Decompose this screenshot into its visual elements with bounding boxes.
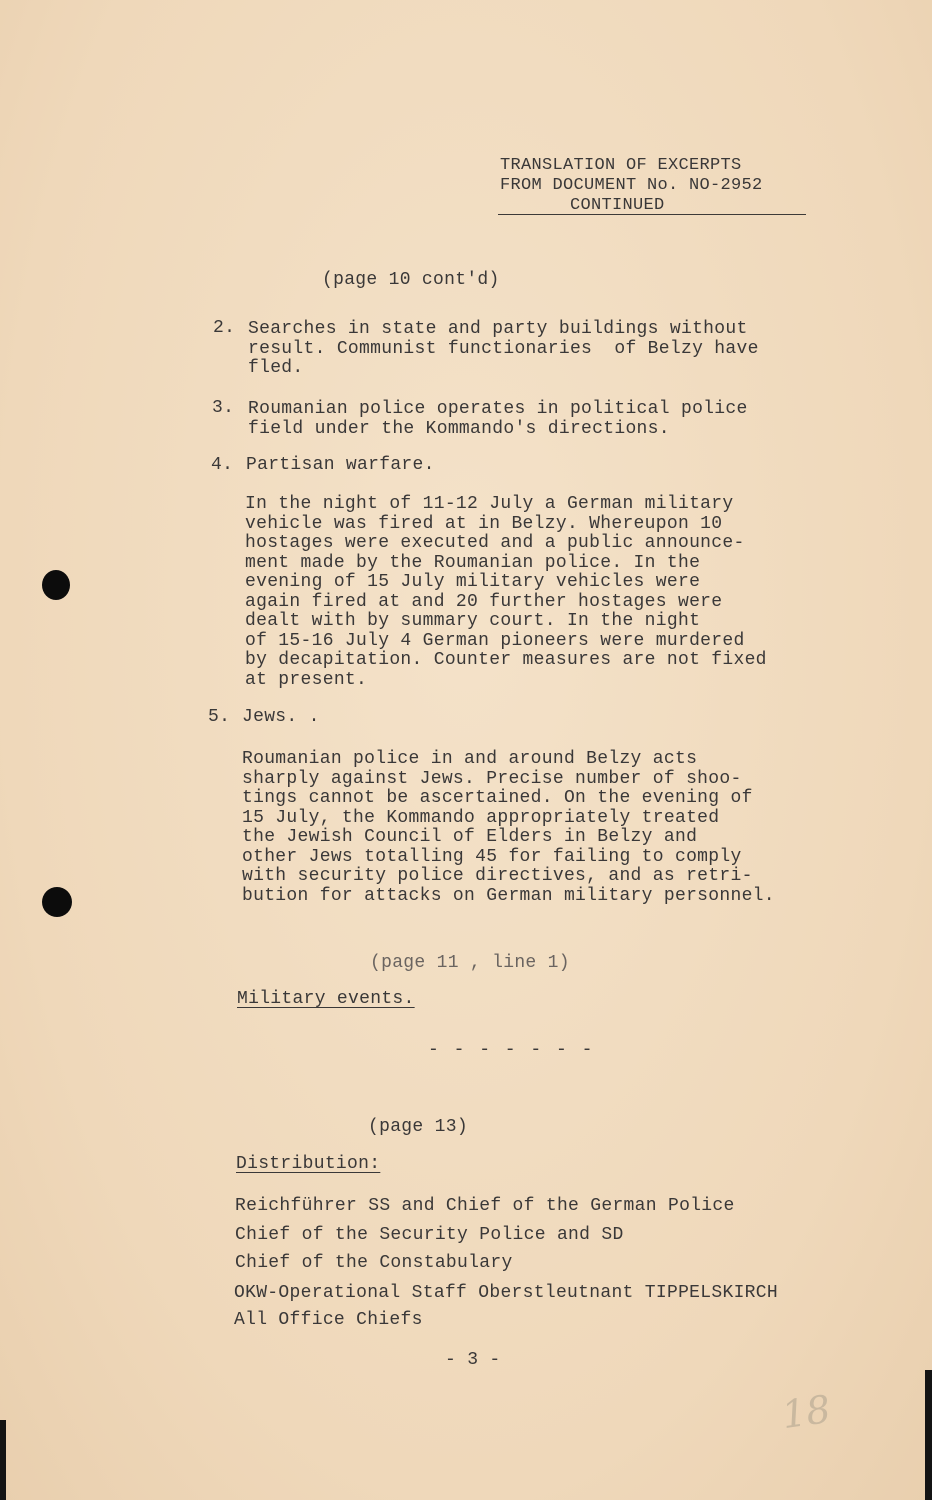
distribution-heading: Distribution:	[236, 1154, 381, 1174]
military-events-heading: Military events.	[237, 989, 415, 1009]
item-number-5: 5.	[208, 707, 231, 727]
distribution-item: All Office Chiefs	[234, 1310, 423, 1330]
jews-paragraph: Roumanian police in and around Belzy acts sharply against Jews. Precise number of shoo- tings cannot be ascertained. On the evening of 15 July, the Kommando appropriately treated the Jewish Council of Elders in Belzy and other Jews totalling 45 for failing to comply with security police directives, and as retri- bution for attacks on German military personnel.	[242, 749, 775, 906]
distribution-item: Chief of the Constabulary	[235, 1253, 513, 1273]
item-number-4: 4.	[211, 455, 234, 475]
distribution-item: Chief of the Security Police and SD	[235, 1225, 624, 1245]
item-number-3: 3.	[212, 398, 235, 418]
page-reference-10: (page 10 cont'd)	[322, 270, 500, 290]
partisan-paragraph: In the night of 11-12 July a German military vehicle was fired at in Belzy. Whereupon 10 hostages were executed and a public announce- ment made by the Roumanian police. In the evening of 15 July military vehicles were again fired at and 20 further hostages were dealt with by summary court. In the night of 15-16 July 4 German pioneers were murdered by decapitation. Counter measures are not fixed at present.	[245, 494, 767, 690]
left-edge-shadow	[0, 1420, 6, 1500]
header-line-2: FROM DOCUMENT No. NO-2952	[500, 176, 763, 195]
distribution-item: OKW-Operational Staff Oberstleutnant TIPPELSKIRCH	[234, 1283, 778, 1303]
item-text-4: Partisan warfare.	[246, 455, 435, 475]
item-number-2: 2.	[213, 318, 236, 338]
punch-hole-bottom	[42, 887, 72, 917]
header-underline	[498, 214, 806, 215]
header-line-1: TRANSLATION OF EXCERPTS	[500, 156, 742, 175]
pencil-margin-note: 18	[779, 1386, 834, 1438]
document-header	[500, 156, 800, 216]
punch-hole-top	[42, 570, 70, 600]
section-separator: - - - - - - -	[428, 1040, 595, 1060]
page-reference-11: (page 11 , line 1)	[370, 953, 570, 973]
page-reference-13: (page 13)	[368, 1117, 468, 1137]
page-number: - 3 -	[445, 1350, 501, 1370]
item-text-5: Jews. .	[242, 707, 320, 727]
header-line-3: CONTINUED	[570, 196, 665, 215]
distribution-item: Reichführer SS and Chief of the German Police	[235, 1196, 735, 1216]
item-text-2: Searches in state and party buildings without result. Communist functionaries of Belzy have fled.	[248, 319, 759, 378]
item-text-3: Roumanian police operates in political police field under the Kommando's directions.	[248, 399, 748, 439]
right-edge-shadow	[925, 1370, 932, 1500]
